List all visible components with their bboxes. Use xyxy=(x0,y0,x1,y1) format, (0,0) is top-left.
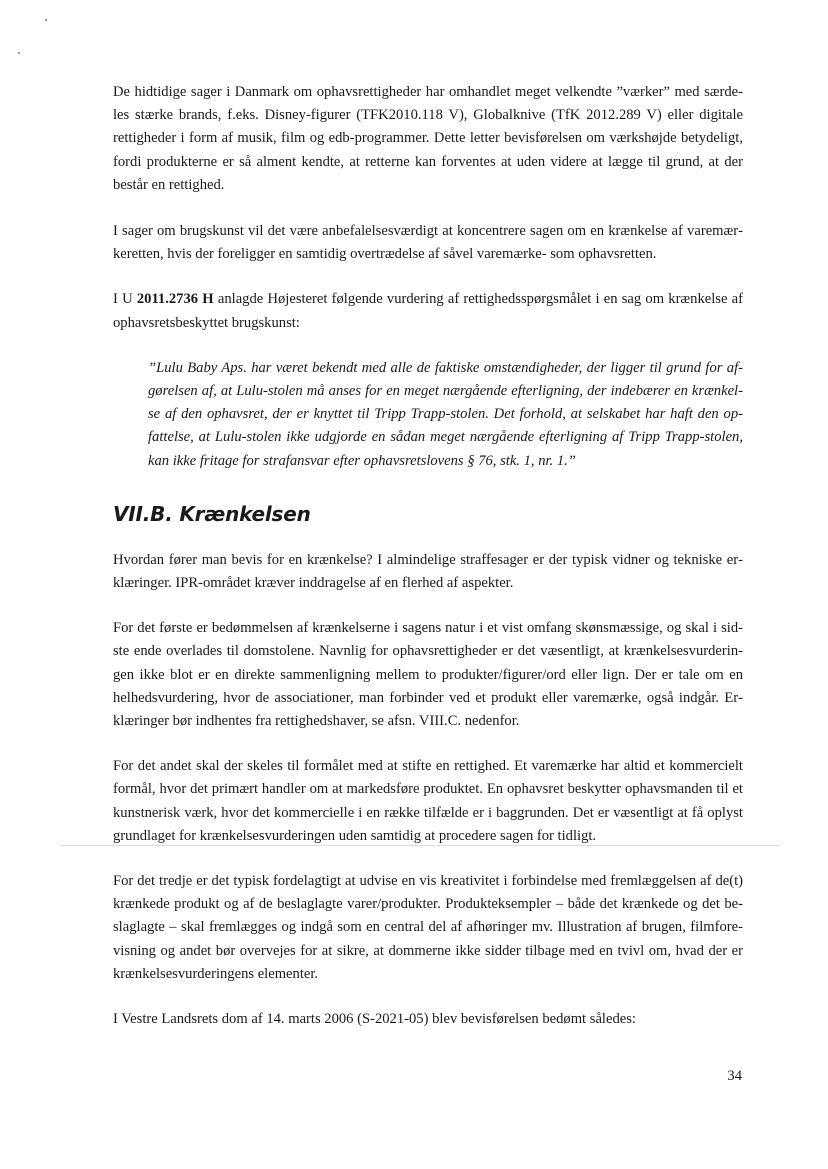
paragraph-hidtidige-sager: De hidtidige sager i Danmark om ophavsrettigheder har omhandlet meget velkendte ”værker” med særdeles stærke brands, f.eks. Disney-figurer (TFK2010.118 V), Globalknive (TfK 2012.289 V) eller digitale rettigheder i form af musik, film og edb-programmer. Dette letter bevisførelsen om værkshøjde betydeligt, fordi produkterne er så alment kendte, at retterne kan forventes at uden videre at lægge til grund, at der består en rettighed. xyxy=(113,84,743,193)
paragraph-for-det-tredje: For det tredje er det typisk fordelagtigt at udvise en vis kreativitet i forbindelse med fremlæggelsen af de(t) krænkede produkt og af de beslaglagte varer/produkter. Produkteksempler – både det krænkede og det beslaglagte – skal fremlægges og indgå som en central del af afhøringer mv. Illustration af brugen, filmforevisning og andet bør overvejes for at sikre, at dommerne ikke sidder tilbage med en tvivl om, hvad der er krænkelsesvurderingens elementer. xyxy=(113,873,743,982)
quotation-lulu-baby: ”Lulu Baby Aps. har været bekendt med alle de faktiske omstændigheder, der ligger til grund for afgørelsen af, at Lulu-stolen må anses for en meget nærgående efterligning, der indebærer en krænkelse af den ophavsret, der er knyttet til Tripp Trapp-stolen. Det forhold, at selskabet har haft den opfattelse, at Lulu-stolen ikke udgjorde en sådan meget nærgående efterligning af Tripp Trapp-stolen, kan ikke fritage for strafansvar efter ophavsretslovens § 76, stk. 1, nr. 1.” xyxy=(148,359,743,469)
paragraph-hojesteret xyxy=(113,288,743,334)
paragraph-hojesteret-prefix: I U xyxy=(113,291,137,308)
paragraph-vestre-landsret: I Vestre Landsrets dom af 14. marts 2006 (S-2021-05) blev bevisførelsen bedømt således: xyxy=(113,1011,636,1028)
paragraph-brugskunst: I sager om brugskunst vil det være anbefalelsesværdigt at koncentrere sagen om en krænkelse af varemærkeretten, hvis der foreligger en samtidig overtrædelse af såvel varemærke- som ophavsretten. xyxy=(113,223,743,263)
scan-speck xyxy=(18,52,20,54)
scan-speck xyxy=(45,19,47,21)
section-heading: VII.B. Krænkelsen xyxy=(113,501,311,526)
paragraph-hojesteret-text: anlagde Højesteret følgende vurdering af rettighedsspørgsmålet i en sag om krænkelse af ophavsretsbeskyttet brugskunst: xyxy=(113,291,744,331)
page-number: 34 xyxy=(727,1068,742,1084)
paragraph-for-det-forste: For det første er bedømmelsen af krænkelserne i sagens natur i et vist omfang skønsmæssige, og skal i sidste ende overlades til domstolene. Navnlig for ophavsrettigheder er det væsentligt, at krænkelsesvurderingen ikke blot er en direkte sammenligning mellem to produkter/figurer/ord eller lign. Der er tale om en helhedsvurdering, hvor de associationer, man forbinder ved et produkt eller varemærke, også indgår. Erklæringer bør indhentes fra rettighedshaver, se afsn. VIII.C. nedenfor. xyxy=(113,620,743,730)
paragraph-bevis-krankelse: Hvordan fører man bevis for en krænkelse? I almindelige straffesager er der typisk vidner og tekniske erklæringer. IPR-området kræver inddragelse af en flerhed af aspekter. xyxy=(113,551,743,592)
case-reference: 2011.2736 H xyxy=(136,291,214,308)
paragraph-for-det-andet: For det andet skal der skeles til formålet med at stifte en rettighed. Et varemærke har altid et kommercielt formål, hvor det primært handler om at markedsføre produktet. En ophavsret beskytter ophavsmanden til et kunstnerisk værk, hvor det kommercielle i en række tilfælde er i baggrunden. Det er væsentligt at få oplyst grundlaget for krænkelsesvurderingen uden samtidig at procedere sagen for tidligt. xyxy=(113,758,743,844)
document-body xyxy=(113,81,743,1031)
